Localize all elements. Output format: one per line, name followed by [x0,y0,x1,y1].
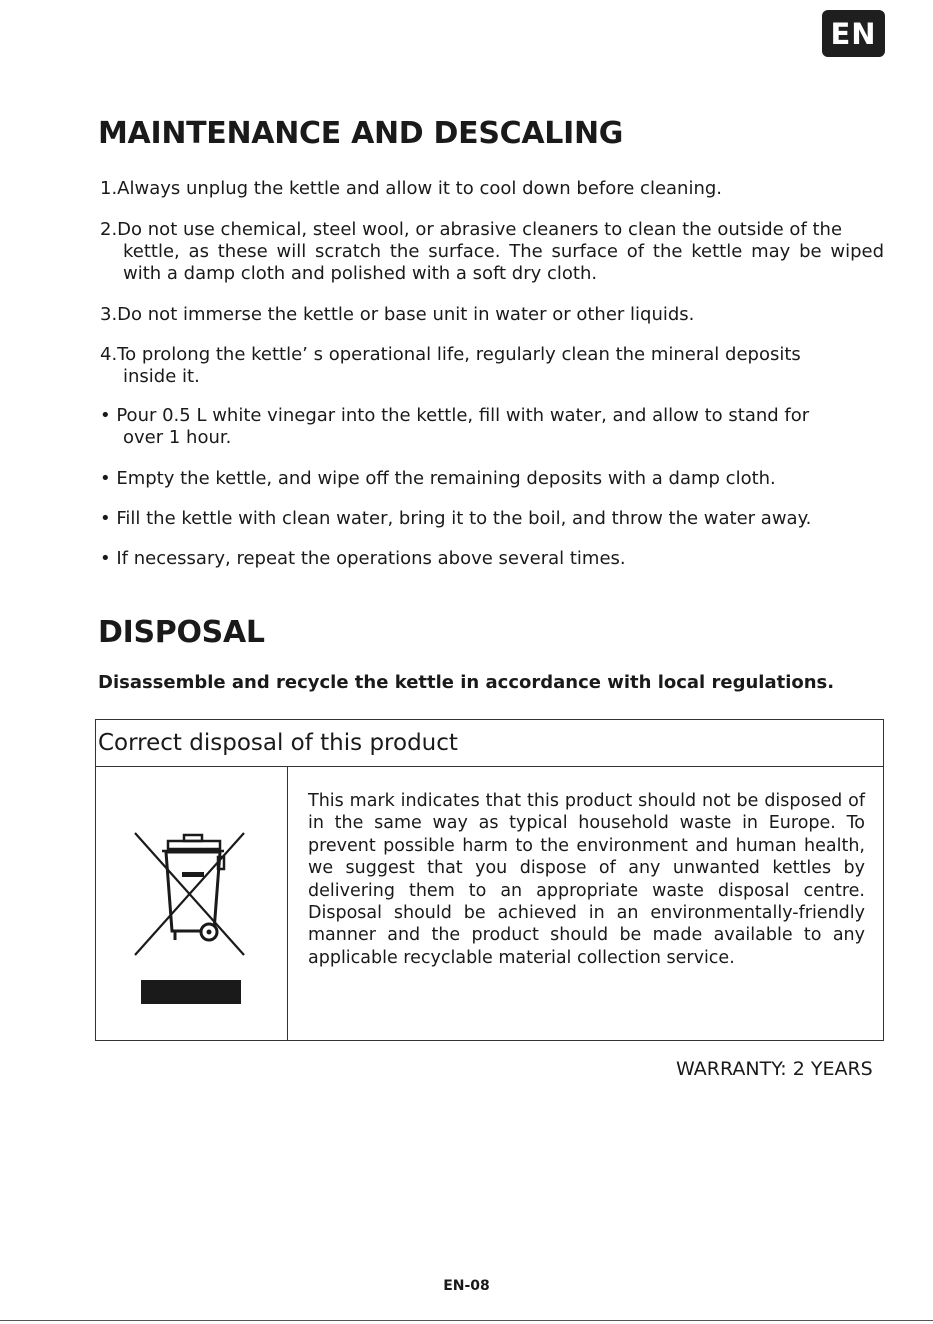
item-text: • Pour 0.5 L white vinegar into the kettle, fill with water, and allow to stand for [100,405,810,426]
item-text-continued: inside it. [123,366,200,387]
item-text: 1.Always unplug the kettle and allow it to cool down before cleaning. [100,178,723,199]
maintenance-item [100,468,884,490]
bottom-rule [0,1320,933,1321]
disposal-title: DISPOSAL [98,615,265,650]
warranty-text: WARRANTY: 2 YEARS [676,1058,873,1080]
language-badge: EN [822,10,885,57]
item-text: 2.Do not use chemical, steel wool, or abrasive cleaners to clean the outside of the [100,219,843,240]
maintenance-item [100,405,884,449]
disposal-table-header: Correct disposal of this product [96,720,883,767]
item-text-continued: kettle, as these will scratch the surface. The surface of the kettle may be wiped with a damp cloth and polished with a soft dry cloth. [123,241,884,284]
maintenance-item [100,178,884,200]
disposal-subtitle: Disassemble and recycle the kettle in accordance with local regulations. [98,672,835,693]
maintenance-item [100,548,884,570]
page-number: EN-08 [443,1278,490,1294]
disposal-icon-cell [96,767,288,1040]
item-text: • Fill the kettle with clean water, bring it to the boil, and throw the water away. [100,508,812,529]
maintenance-item [100,508,884,530]
crossed-out-wheelie-bin-icon [132,827,252,1007]
maintenance-item [100,219,884,285]
item-text: • Empty the kettle, and wipe off the remaining deposits with a damp cloth. [100,468,776,489]
disposal-body-text: This mark indicates that this product should not be disposed of in the same way as typical household waste in Europe. To prevent possible harm to the environment and human health, we suggest that you dispose of any unwanted kettles by delivering them to an appropriate waste disposal centre. Disposal should be achieved in an environmentally-friendly manner and the product should be made available to any applicable recyclable material collection service. [308,791,865,968]
maintenance-item [100,304,884,326]
disposal-table [95,719,884,1041]
item-text-continued: over 1 hour. [123,427,232,448]
item-text: 4.To prolong the kettle’ s operational life, regularly clean the mineral deposits [100,344,801,365]
item-text: • If necessary, repeat the operations above several times. [100,548,626,569]
item-text: 3.Do not immerse the kettle or base unit in water or other liquids. [100,304,695,325]
maintenance-item [100,344,884,388]
maintenance-title: MAINTENANCE AND DESCALING [98,116,624,151]
